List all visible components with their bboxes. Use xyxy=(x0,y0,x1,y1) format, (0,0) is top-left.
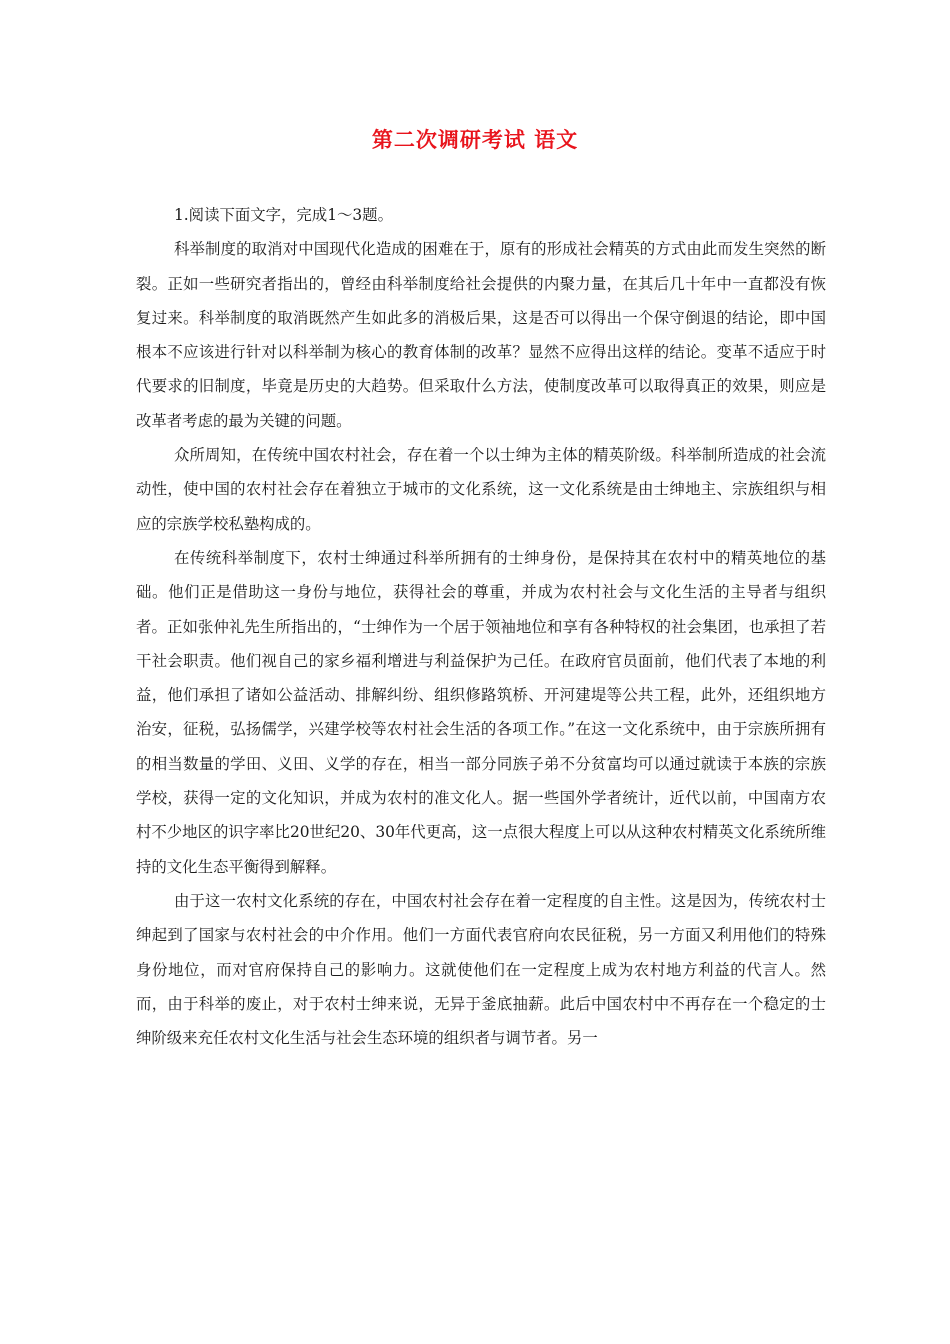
paragraph-2: 众所周知，在传统中国农村社会，存在着一个以士绅为主体的精英阶级。科举制所造成的社会流动性，使中国的农村社会存在着独立于城市的文化系统，这一文化系统是由士绅地主、宗族组织与相应的宗族学校私塾构成的。 xyxy=(136,446,826,533)
paragraph-4: 由于这一农村文化系统的存在，中国农村社会存在着一定程度的自主性。这是因为，传统农村士绅起到了国家与农村社会的中介作用。他们一方面代表官府向农民征税，另一方面又利用他们的特殊身份地位，而对官府保持自己的影响力。这就使他们在一定程度上成为农村地方利益的代言人。然而，由于科举的废止，对于农村士绅来说，无异于釜底抽薪。此后中国农村中不再存在一个稳定的士绅阶级来充任农村文化生活与社会生态环境的组织者与调节者。另一 xyxy=(136,891,826,1048)
question-label: 1.阅读下面文字，完成1～3题。 xyxy=(174,206,393,224)
paragraph-1: 科举制度的取消对中国现代化造成的困难在于，原有的形成社会精英的方式由此而发生突然的断裂。正如一些研究者指出的，曾经由科举制度给社会提供的内聚力量，在其后几十年中一直都没有恢复过来。科举制度的取消既然产生如此多的消极后果，这是否可以得出一个保守倒退的结论，即中国根本不应该进行针对以科举制为核心的教育体制的改革？显然不应得出这样的结论。变革不适应于时代要求的旧制度，毕竟是历史的大趋势。但采取什么方法，使制度改革可以取得真正的效果，则应是改革者考虑的最为关键的问题。 xyxy=(136,240,826,430)
document-body xyxy=(136,198,826,1055)
document-title: 第二次调研考试 语文 xyxy=(371,128,579,152)
paragraph-3: 在传统科举制度下，农村士绅通过科举所拥有的士绅身份，是保持其在农村中的精英地位的基础。他们正是借助这一身份与地位，获得社会的尊重，并成为农村社会与文化生活的主导者与组织者。正如张仲礼先生所指出的，“士绅作为一个居于领袖地位和享有各种特权的社会集团，也承担了若干社会职责。他们视自己的家乡福利增进与利益保护为己任。在政府官员面前，他们代表了本地的利益，他们承担了诸如公益活动、排解纠纷、组织修路筑桥、开河建堤等公共工程，此外，还组织地方治安，征税，弘扬儒学，兴建学校等农村社会生活的各项工作。”在这一文化系统中，由于宗族所拥有的相当数量的学田、义田、义学的存在，相当一部分同族子弟不分贫富均可以通过就读于本族的宗族学校，获得一定的文化知识，并成为农村的准文化人。据一些国外学者统计，近代以前，中国南方农村不少地区的识字率比20世纪20、30年代更高，这一点很大程度上可以从这种农村精英文化系统所维持的文化生态平衡得到解释。 xyxy=(136,548,826,876)
